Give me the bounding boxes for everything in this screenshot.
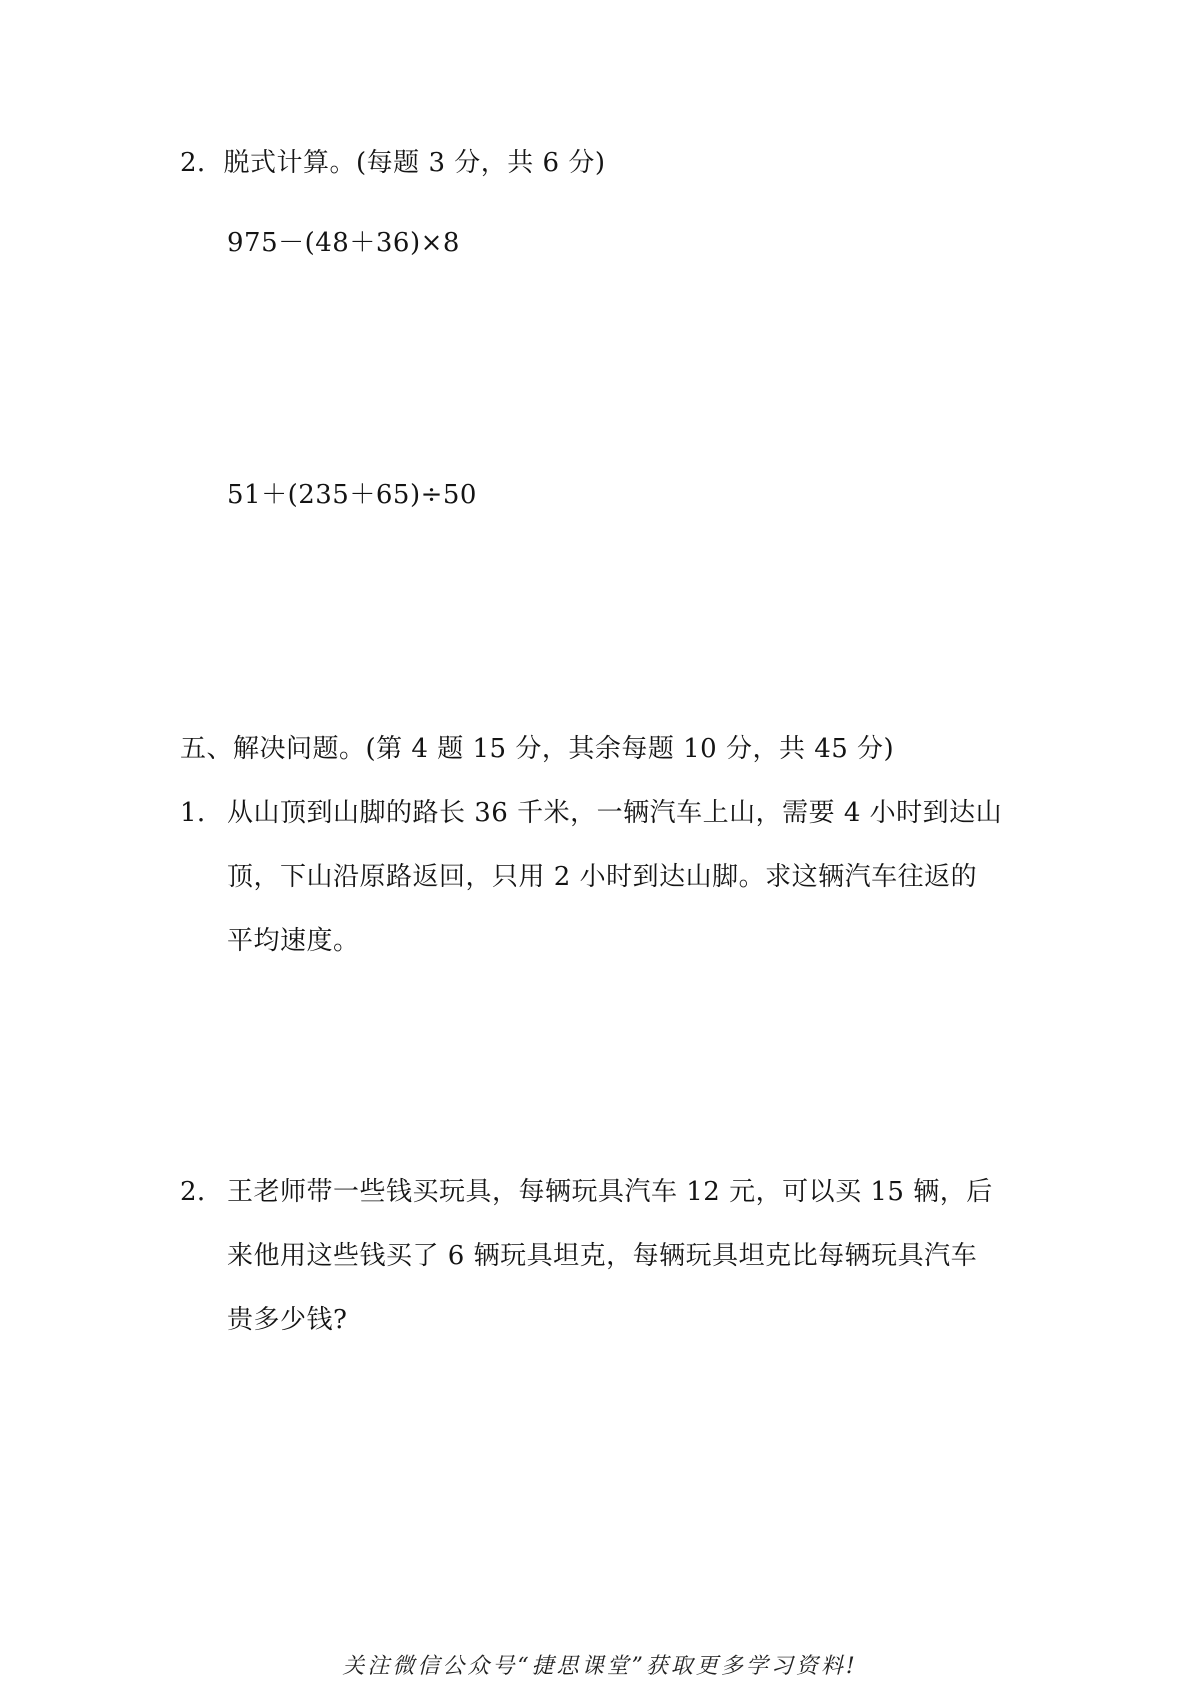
problem-1-number: 1． — [180, 798, 224, 828]
problem-1-line-1: 从山顶到山脚的路长 36 千米，一辆汽车上山，需要 4 小时到达山 — [227, 798, 1003, 828]
problem-1-line-3: 平均速度。 — [227, 926, 360, 956]
problem-2-line-2: 来他用这些钱买了 6 辆玩具坦克，每辆玩具坦克比每辆玩具汽车 — [227, 1241, 978, 1271]
problem-2-line-3: 贵多少钱? — [227, 1305, 348, 1335]
section-5-heading: 五、解决问题。(第 4 题 15 分，其余每题 10 分，共 45 分) — [180, 734, 895, 764]
expression-1: 975－(48＋36)×8 — [227, 228, 460, 258]
problem-2-line-1: 王老师带一些钱买玩具，每辆玩具汽车 12 元，可以买 15 辆，后 — [227, 1177, 993, 1207]
problem-1-line-2: 顶，下山沿原路返回，只用 2 小时到达山脚。求这辆汽车往返的 — [227, 862, 978, 892]
footer-promo-text: 关注微信公众号“捷思课堂”获取更多学习资料! — [342, 1654, 858, 1679]
problem-2-number: 2． — [180, 1177, 224, 1207]
q2-calc-heading: 2．脱式计算。(每题 3 分，共 6 分) — [180, 148, 606, 178]
expression-2: 51＋(235＋65)÷50 — [227, 480, 477, 510]
